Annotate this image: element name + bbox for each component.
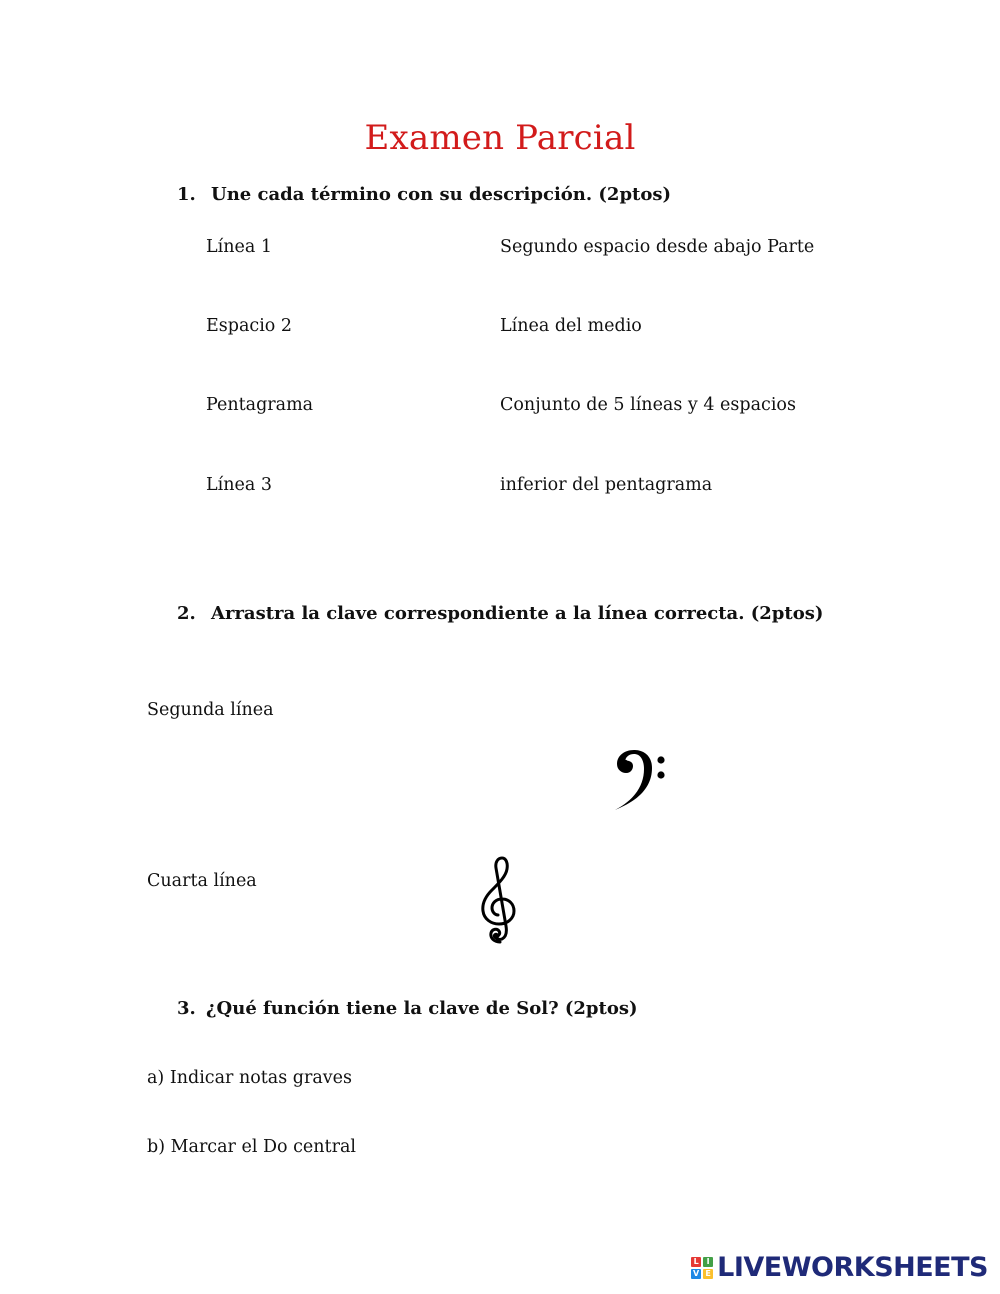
logo-squares-icon (691, 1257, 713, 1279)
logo-square-v: V (693, 1269, 700, 1278)
question-3-heading (177, 998, 637, 1019)
treble-clef-icon[interactable] (480, 856, 520, 946)
answer-option-a[interactable]: a) Indicar notas graves (147, 1068, 353, 1088)
question-3-text: ¿Qué función tiene la clave de Sol? (2ptos) (206, 998, 638, 1019)
match-description-1[interactable]: Segundo espacio desde abajo Parte (500, 237, 815, 257)
question-3-number: 3. (177, 998, 196, 1019)
drop-target-cuarta-linea[interactable]: Cuarta línea (147, 871, 257, 891)
question-1-text: Une cada término con su descripción. (2ptos) (211, 184, 672, 205)
question-1-heading (177, 184, 671, 205)
match-term-3[interactable]: Pentagrama (206, 395, 314, 415)
question-2-heading (177, 603, 823, 624)
question-1-number: 1. (177, 184, 196, 205)
question-2-number: 2. (177, 603, 196, 624)
logo-square-i: I (703, 1257, 713, 1267)
match-term-1[interactable]: Línea 1 (206, 237, 272, 257)
answer-option-b[interactable]: b) Marcar el Do central (147, 1137, 356, 1157)
match-description-4[interactable]: inferior del pentagrama (500, 475, 713, 495)
logo-square-l: L (691, 1257, 701, 1267)
logo-text: LIVEWORKSHEETS (717, 1252, 988, 1283)
drop-target-segunda-linea[interactable]: Segunda línea (147, 700, 274, 720)
logo-square-e: E (703, 1269, 713, 1279)
match-term-4[interactable]: Línea 3 (206, 475, 272, 495)
match-description-2[interactable]: Línea del medio (500, 316, 642, 336)
match-description-3[interactable]: Conjunto de 5 líneas y 4 espacios (500, 395, 796, 415)
page-title: Examen Parcial (364, 118, 636, 158)
liveworksheets-logo[interactable] (691, 1252, 988, 1283)
match-term-2[interactable]: Espacio 2 (206, 316, 293, 336)
question-2-text: Arrastra la clave correspondiente a la línea correcta. (2ptos) (211, 603, 824, 624)
bass-clef-icon[interactable] (612, 748, 672, 814)
